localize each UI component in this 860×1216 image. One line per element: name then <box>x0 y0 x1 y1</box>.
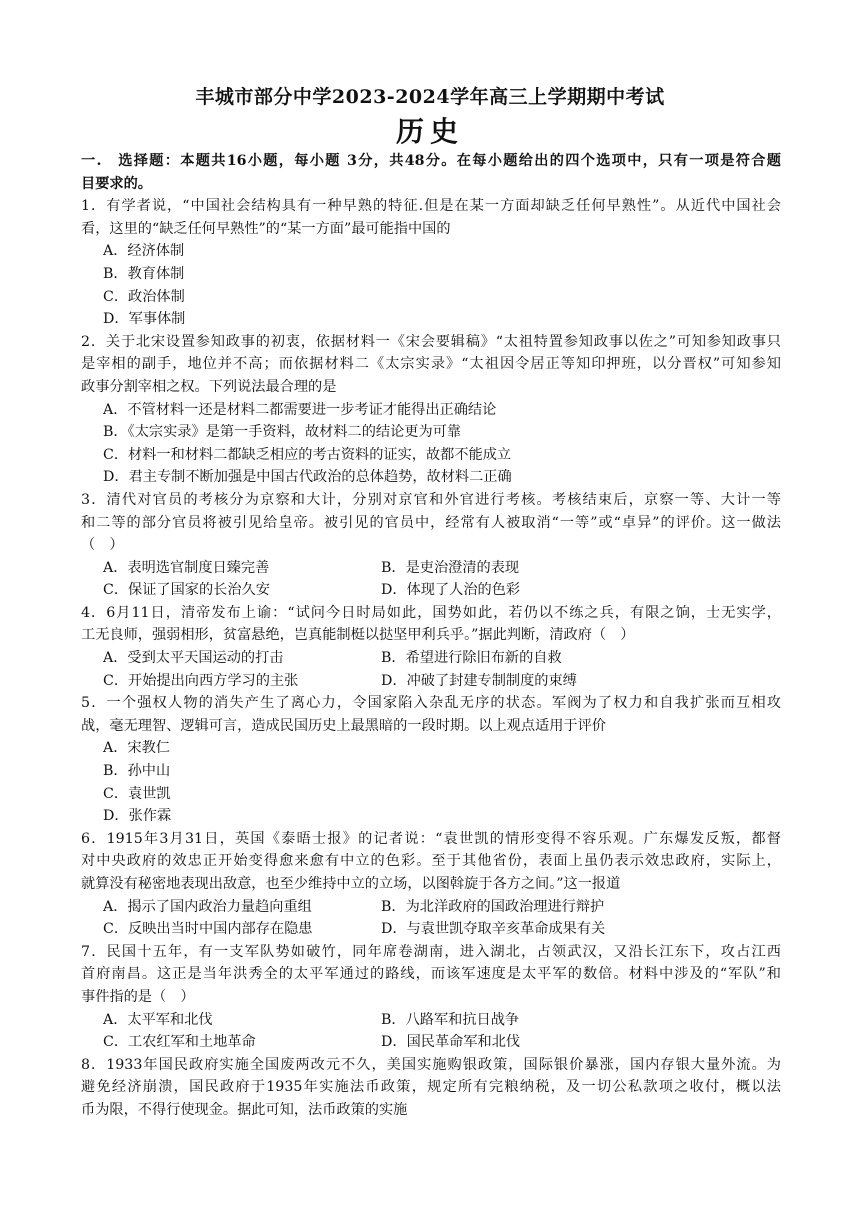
question-stem: 是宰相的副手，地位并不高；而依据材料二《太宗实录》“太祖因令居正等知印押班，以分晋权”可知参知 <box>81 356 781 373</box>
option-b: B．八路军和抗日战争 <box>381 1011 520 1028</box>
option-a: A．不管材料一还是材料二都需要进一步考证才能得出正确结论 <box>103 401 497 418</box>
question-3 <box>81 489 781 602</box>
option-d: D．君主专制不断加强是中国古代政治的总体趋势，故材料二正确 <box>103 469 512 486</box>
option-c: C．反映出当时中国内部存在隐患 <box>103 921 313 938</box>
option-a: A．宋教仁 <box>103 740 170 757</box>
section-heading-line-2: 目要求的。 <box>81 175 152 192</box>
question-stem: 避免经济崩溃，国民政府于1935年实施法币政策，规定所有完粮纳税，及一切公私款项之收付，概以法 <box>81 1079 781 1096</box>
question-4 <box>81 602 781 692</box>
option-d: D．冲破了封建专制制度的束缚 <box>381 672 577 689</box>
subject-title: 历史 <box>395 115 464 148</box>
question-1 <box>81 195 781 331</box>
option-a: A．受到太平天国运动的打击 <box>103 650 284 667</box>
option-c: C．材料一和材料二都缺乏相应的考古资料的证实，故都不能成立 <box>103 446 512 463</box>
question-stem: 6．1915年3月31日，英国《泰晤士报》的记者说：“袁世凯的情形变得不容乐观。广东爆发反叛，都督 <box>81 830 781 847</box>
option-b: B．《太宗实录》是第一手资料，故材料二的结论更为可靠 <box>103 424 462 441</box>
option-b: B．孙中山 <box>103 763 171 780</box>
options-row <box>81 579 781 602</box>
question-6 <box>81 828 781 941</box>
option-c: C．开始提出向西方学习的主张 <box>103 672 299 689</box>
options-row <box>81 896 781 919</box>
question-stem: 2．关于北宋设置参知政事的初衷，依据材料一《宋会要辑稿》“太祖特置参知政事以佐之”可知参知政事只 <box>81 333 781 350</box>
question-stem: 工无良师，强弱相形，贫富悬绝，岂真能制梃以挞坚甲利兵乎。”据此判断，清政府（ ） <box>81 627 635 644</box>
option-a: A．揭示了国内政治力量趋向重组 <box>103 898 312 915</box>
options-row <box>81 647 781 670</box>
question-stem: 对中央政府的效忠正开始变得愈来愈有中立的色彩。至于其他省份，表面上虽仍表示效忠政府，实际上， <box>81 853 781 870</box>
question-stem: 就算没有秘密地表现出敌意，也至少维持中立的立场，以图斡旋于各方之间。”这一报道 <box>81 876 621 892</box>
options-row <box>81 670 781 693</box>
option-a: A．表明选官制度日臻完善 <box>103 559 270 576</box>
question-stem: 币为限，不得行使现金。据此可知，法币政策的实施 <box>81 1101 408 1118</box>
question-stem: 8．1933年国民政府实施全国废两改元不久，美国实施购银政策，国际银价暴涨，国内存银大量外流。为 <box>81 1056 781 1073</box>
question-stem: 首府南昌。这正是当年洪秀全的太平军通过的路线，而该军速度是太平军的数倍。材料中涉及的“军队”和 <box>81 966 781 983</box>
exam-content <box>81 150 781 1122</box>
option-c: C．工农红军和土地革命 <box>103 1034 256 1051</box>
options-row <box>81 557 781 580</box>
question-8 <box>81 1054 781 1122</box>
option-d: D．体现了人治的色彩 <box>381 582 521 599</box>
question-stem: 和二等的部分官员将被引见给皇帝。被引见的官员中，经常有人被取消“一等”或“卓异”的评价。这一做法 <box>81 514 781 531</box>
option-a: A．经济体制 <box>103 243 185 260</box>
option-d: D．国民革命军和北伐 <box>381 1034 521 1051</box>
question-stem: 1．有学者说，“中国社会结构具有一种早熟的特征.但是在某一方面却缺乏任何早熟性”。从近代中国社会 <box>81 198 781 215</box>
option-b: B．是吏治澄清的表现 <box>381 559 520 576</box>
question-stem: 5．一个强权人物的消失产生了离心力，令国家陷入杂乱无序的状态。军阀为了权力和自我扩张而互相攻 <box>81 695 781 712</box>
option-a: A．太平军和北伐 <box>103 1011 213 1028</box>
options-row <box>81 918 781 941</box>
question-stem: 3．清代对官员的考核分为京察和大计，分别对京官和外官进行考核。考核结束后，京察一等、大计一等 <box>81 491 781 508</box>
question-stem: 7．民国十五年，有一支军队势如破竹，同年席卷湖南，进入湖北，占领武汉，又沿长江东下，攻占江西 <box>81 943 781 960</box>
options-row <box>81 1031 781 1054</box>
option-c: C．袁世凯 <box>103 785 171 802</box>
question-stem: （ ） <box>81 537 124 554</box>
question-stem: 战，毫无理智、逻辑可言，造成民国历史上最黑暗的一段时期。以上观点适用于评价 <box>81 717 606 734</box>
option-b: B．为北洋政府的国政治理进行辩护 <box>381 898 605 915</box>
question-stem: 政事分割宰相之权。下列说法最合理的是 <box>81 378 337 395</box>
option-c: C．保证了国家的长治久安 <box>103 582 270 599</box>
option-d: D．与袁世凯夺取辛亥革命成果有关 <box>381 921 606 938</box>
question-stem: 4．6月11日，清帝发布上谕：“试问今日时局如此，国势如此，若仍以不练之兵，有限之饷，士无实学， <box>81 604 781 621</box>
option-d: D．张作霖 <box>103 808 172 825</box>
question-stem: 事件指的是（ ） <box>81 988 195 1005</box>
question-stem: 看，这里的“缺乏任何早熟性”的“某一方面”最可能指中国的 <box>81 220 451 237</box>
option-d: D．军事体制 <box>103 311 186 328</box>
exam-title: 丰城市部分中学2023-2024学年高三上学期期中考试 <box>195 86 665 108</box>
section-heading-line-1: 一. 选择题：本题共16小题，每小题 3分，共48分。在每小题给出的四个选项中，只有一项是符合题 <box>81 153 781 169</box>
options-row <box>81 1009 781 1032</box>
option-c: C．政治体制 <box>103 288 185 305</box>
option-b: B．希望进行除旧布新的自救 <box>381 650 562 667</box>
question-5 <box>81 692 781 828</box>
question-2 <box>81 331 781 489</box>
question-7 <box>81 941 781 1054</box>
option-b: B．教育体制 <box>103 265 185 282</box>
